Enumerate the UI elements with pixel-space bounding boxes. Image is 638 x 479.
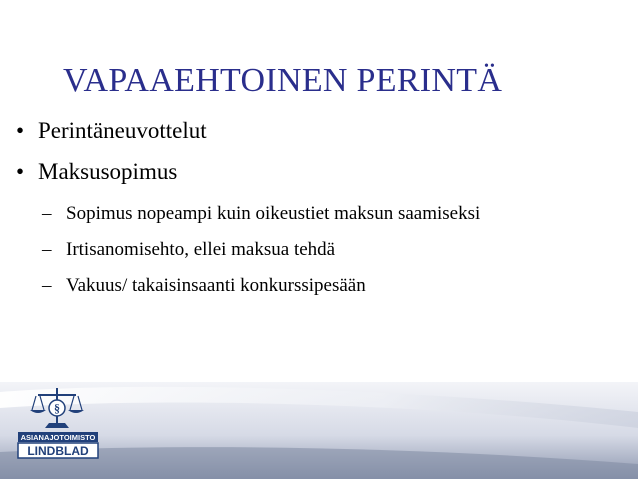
bullet-list [16, 118, 207, 200]
sub-bullet-item [42, 203, 480, 225]
sub-bullet-text: Sopimus nopeampi kuin oikeustiet maksun saamiseksi [66, 203, 481, 224]
slide-title: VAPAAEHTOINEN PERINTÄ [63, 62, 503, 99]
logo-bottom-text: LINDBLAD [27, 444, 89, 458]
bullet-item [16, 159, 207, 185]
footer-graphic [0, 382, 638, 479]
bullet-marker: • [16, 118, 25, 143]
logo-top-text: ASIANAJOTOIMISTO [20, 433, 96, 442]
dash-marker: – [42, 239, 52, 260]
section-emblem: § [54, 401, 60, 415]
sub-bullet-text: Irtisanomisehto, ellei maksua tehdä [66, 239, 336, 260]
dash-marker: – [42, 203, 52, 224]
bullet-text: Maksusopimus [38, 159, 178, 184]
sub-bullet-text: Vakuus/ takaisinsaanti konkurssipesään [66, 275, 366, 296]
sub-bullet-item [42, 275, 480, 297]
bullet-item [16, 118, 207, 144]
bullet-marker: • [16, 159, 25, 184]
sub-bullet-list [42, 203, 480, 311]
sub-bullet-item [42, 239, 480, 261]
footer-band [0, 382, 638, 479]
dash-marker: – [42, 275, 52, 296]
bullet-text: Perintäneuvottelut [38, 118, 207, 143]
